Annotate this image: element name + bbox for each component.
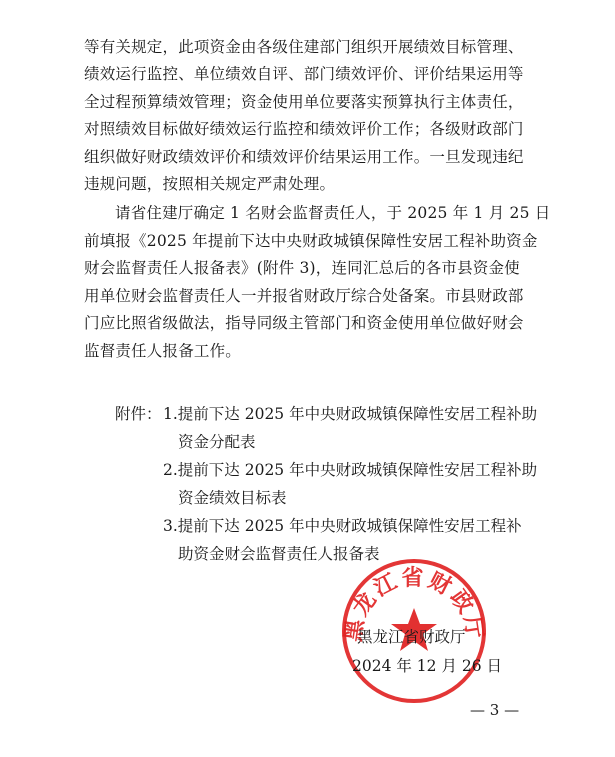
issue-date: 2024 年 12 月 26 日 [352,657,503,675]
attachment-item-2: 2.提前下达 2025 年中央财政城镇保障性安居工程补助 [163,461,538,479]
page-number: — 3 — [470,701,520,719]
body-line: 请省住建厅确定 1 名财会监督责任人，于 2025 年 1 月 25 日 [115,204,551,222]
body-line: 违规问题，按照相关规定严肃处理。 [84,175,336,193]
body-line: 对照绩效目标做好绩效运行监控和绩效评价工作；各级财政部门 [84,120,524,138]
body-line: 门应比照省级做法，指导同级主管部门和资金使用单位做好财会 [84,314,524,332]
attachment-item-2-cont: 资金绩效目标表 [178,489,287,507]
attachment-item-3-cont: 助资金财会监督责任人报备表 [178,545,380,563]
body-line: 组织做好财政绩效评价和绩效评价结果运用工作。一旦发现违纪 [84,148,524,166]
body-line: 等有关规定，此项资金由各级住建部门组织开展绩效目标管理、 [84,38,524,56]
svg-text:黑龙江省财政厅: 黑龙江省财政厅 [339,565,489,644]
body-line: 监督责任人报备工作。 [84,342,242,360]
attachment-item-3: 3.提前下达 2025 年中央财政城镇保障性安居工程补 [163,517,522,535]
body-line: 前填报《2025 年提前下达中央财政城镇保障性安居工程补助资金 [84,232,538,250]
body-line: 全过程预算绩效管理；资金使用单位要落实预算执行主体责任， [84,93,524,111]
attachment-item-1-cont: 资金分配表 [178,433,256,451]
body-line: 用单位财会监督责任人一并报省财政厅综合处备案。市县财政部 [84,287,524,305]
body-line: 财会监督责任人报备表》(附件 3)，连同汇总后的各市县资金使 [84,259,520,277]
issuing-org: 黑龙江省财政厅 [357,628,466,646]
attachments-label: 附件： [115,405,162,423]
attachment-item-1: 1.提前下达 2025 年中央财政城镇保障性安居工程补助 [163,405,538,423]
body-line: 绩效运行监控、单位绩效自评、部门绩效评价、评价结果运用等 [84,65,524,83]
